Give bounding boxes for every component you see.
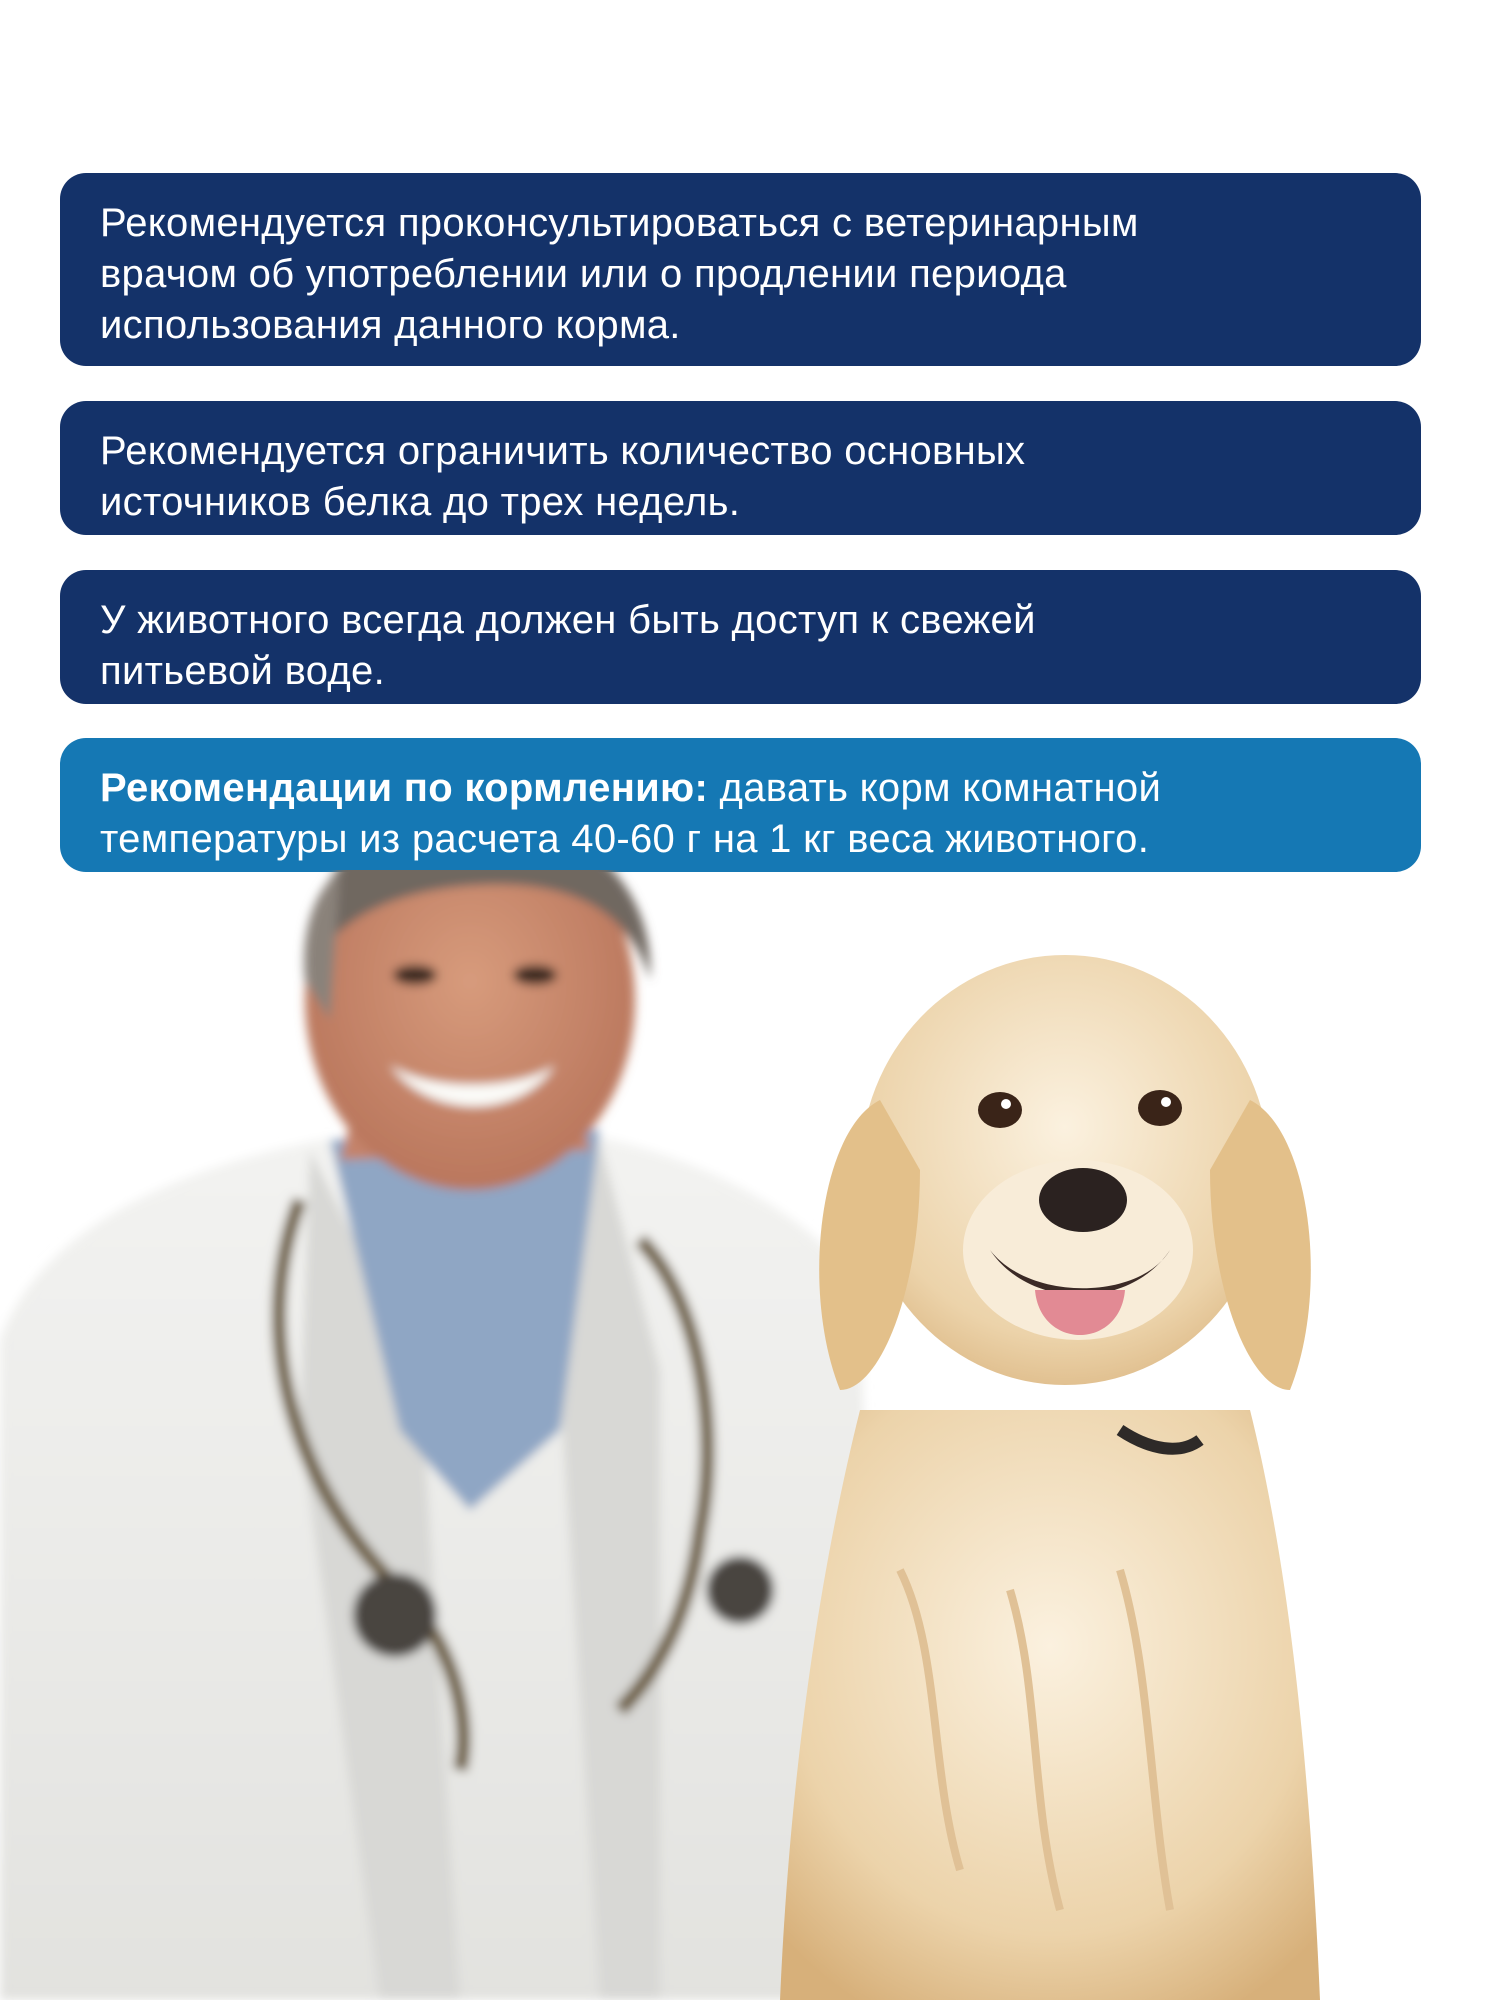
recommendation-card-fresh-water	[60, 570, 1421, 704]
recommendation-card-consult-vet	[60, 173, 1421, 366]
golden-retriever-figure	[780, 955, 1320, 2000]
feeding-recommendation-card	[60, 738, 1421, 872]
recommendation-text: Рекомендуется ограничить количество основных источников белка до трех недель.	[100, 429, 1026, 524]
feeding-recommendation-text: давать корм комнатной температуры из расчета 40-60 г на 1 кг веса животного.	[100, 766, 1162, 861]
recommendation-text: Рекомендуется проконсультироваться с ветеринарным врачом об употреблении или о продлении периода использования данного корма.	[100, 201, 1139, 347]
recommendation-card-protein-limit	[60, 401, 1421, 535]
vet-with-dog-photo	[0, 870, 1501, 2000]
recommendation-text: У животного всегда должен быть доступ к свежей питьевой воде.	[100, 598, 1036, 693]
feeding-recommendation-heading: Рекомендации по кормлению:	[100, 766, 709, 810]
veterinarian-figure	[0, 870, 880, 2000]
